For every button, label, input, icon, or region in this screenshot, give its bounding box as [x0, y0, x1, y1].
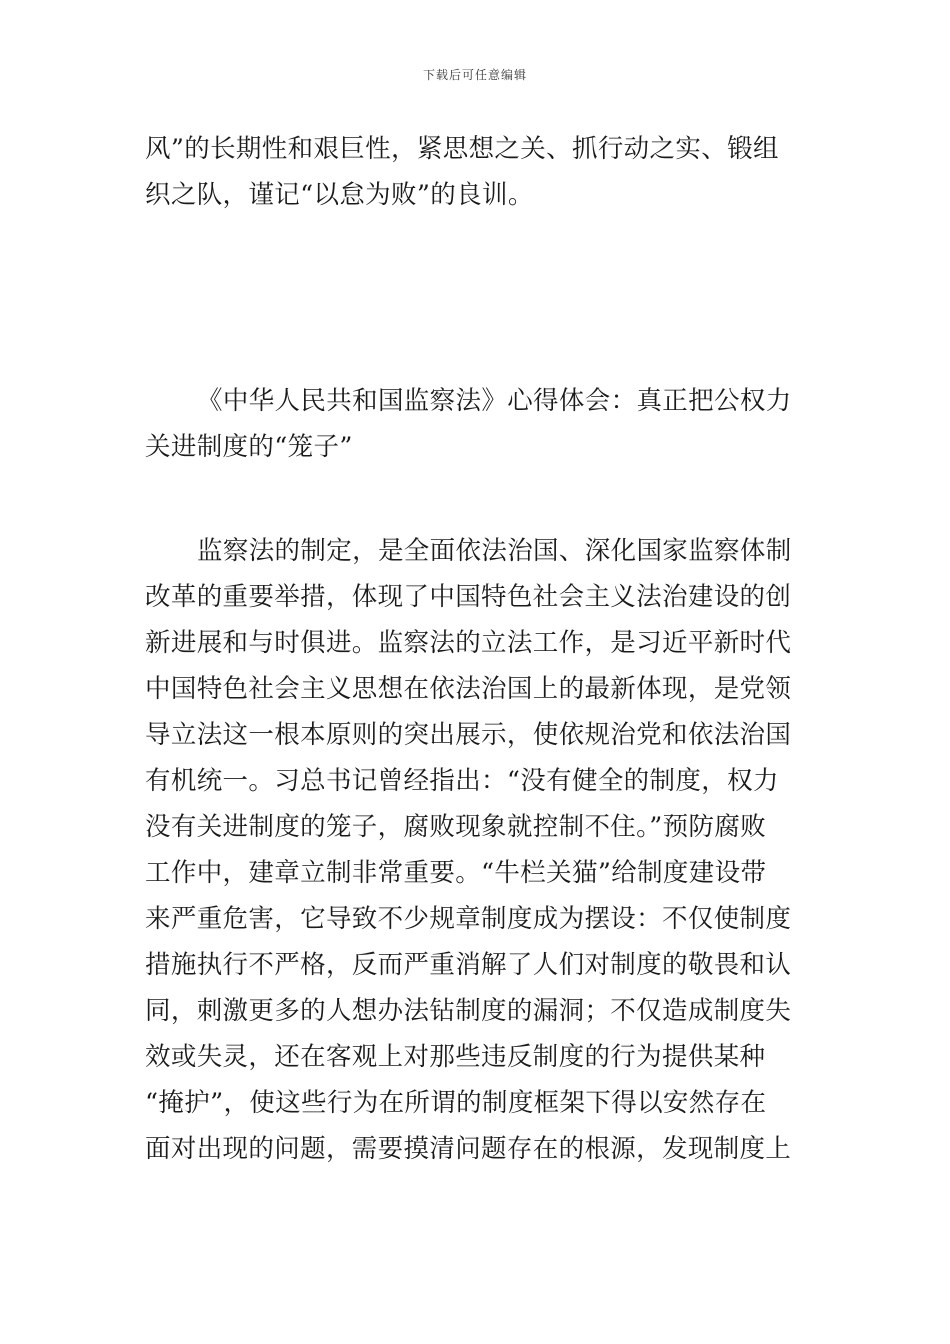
- paragraph-line: 同，刺激更多的人想办法钻制度的漏洞；不仅造成制度失: [145, 996, 792, 1026]
- section-title: [145, 378, 807, 470]
- paragraph-line: 没有关进制度的笼子，腐败现象就控制不住。”预防腐败: [145, 812, 767, 842]
- paragraph-line: 有机统一。习总书记曾经指出：“没有健全的制度，权力: [145, 766, 779, 796]
- paragraph-line: 来严重危害，它导致不少规章制度成为摆设：不仅使制度: [145, 904, 792, 934]
- paragraph-line: 织之队，谨记“以怠为败”的良训。: [145, 180, 534, 210]
- paragraph-line: 新进展和与时俱进。监察法的立法工作，是习近平新时代: [145, 628, 792, 658]
- paragraph-continuation: [145, 126, 807, 218]
- paragraph-line: 改革的重要举措，体现了中国特色社会主义法治建设的创: [145, 582, 792, 612]
- paragraph-body: [145, 528, 807, 1172]
- paragraph-line: 措施执行不严格，反而严重消解了人们对制度的敬畏和认: [145, 950, 792, 980]
- paragraph-line: 监察法的制定，是全面依法治国、深化国家监察体制: [197, 536, 792, 566]
- section-title-line: 《中华人民共和国监察法》心得体会：真正把公权力: [197, 386, 792, 416]
- paragraph-line: “掩护”，使这些行为在所谓的制度框架下得以安然存在: [145, 1088, 767, 1118]
- paragraph-line: 中国特色社会主义思想在依法治国上的最新体现，是党领: [145, 674, 792, 704]
- paragraph-line: 导立法这一根本原则的突出展示，使依规治党和依法治国: [145, 720, 792, 750]
- paragraph-line: 工作中，建章立制非常重要。“牛栏关猫”给制度建设带: [145, 858, 767, 888]
- paragraph-line: 面对出现的问题，需要摸清问题存在的根源，发现制度上: [145, 1134, 792, 1164]
- paragraph-line: 风”的长期性和艰巨性，紧思想之关、抓行动之实、锻组: [145, 134, 779, 164]
- header-note: 下载后可任意编辑: [422, 68, 527, 82]
- paragraph-line: 效或失灵，还在客观上对那些违反制度的行为提供某种: [145, 1042, 766, 1072]
- section-title-line: 关进制度的“笼子”: [145, 432, 353, 462]
